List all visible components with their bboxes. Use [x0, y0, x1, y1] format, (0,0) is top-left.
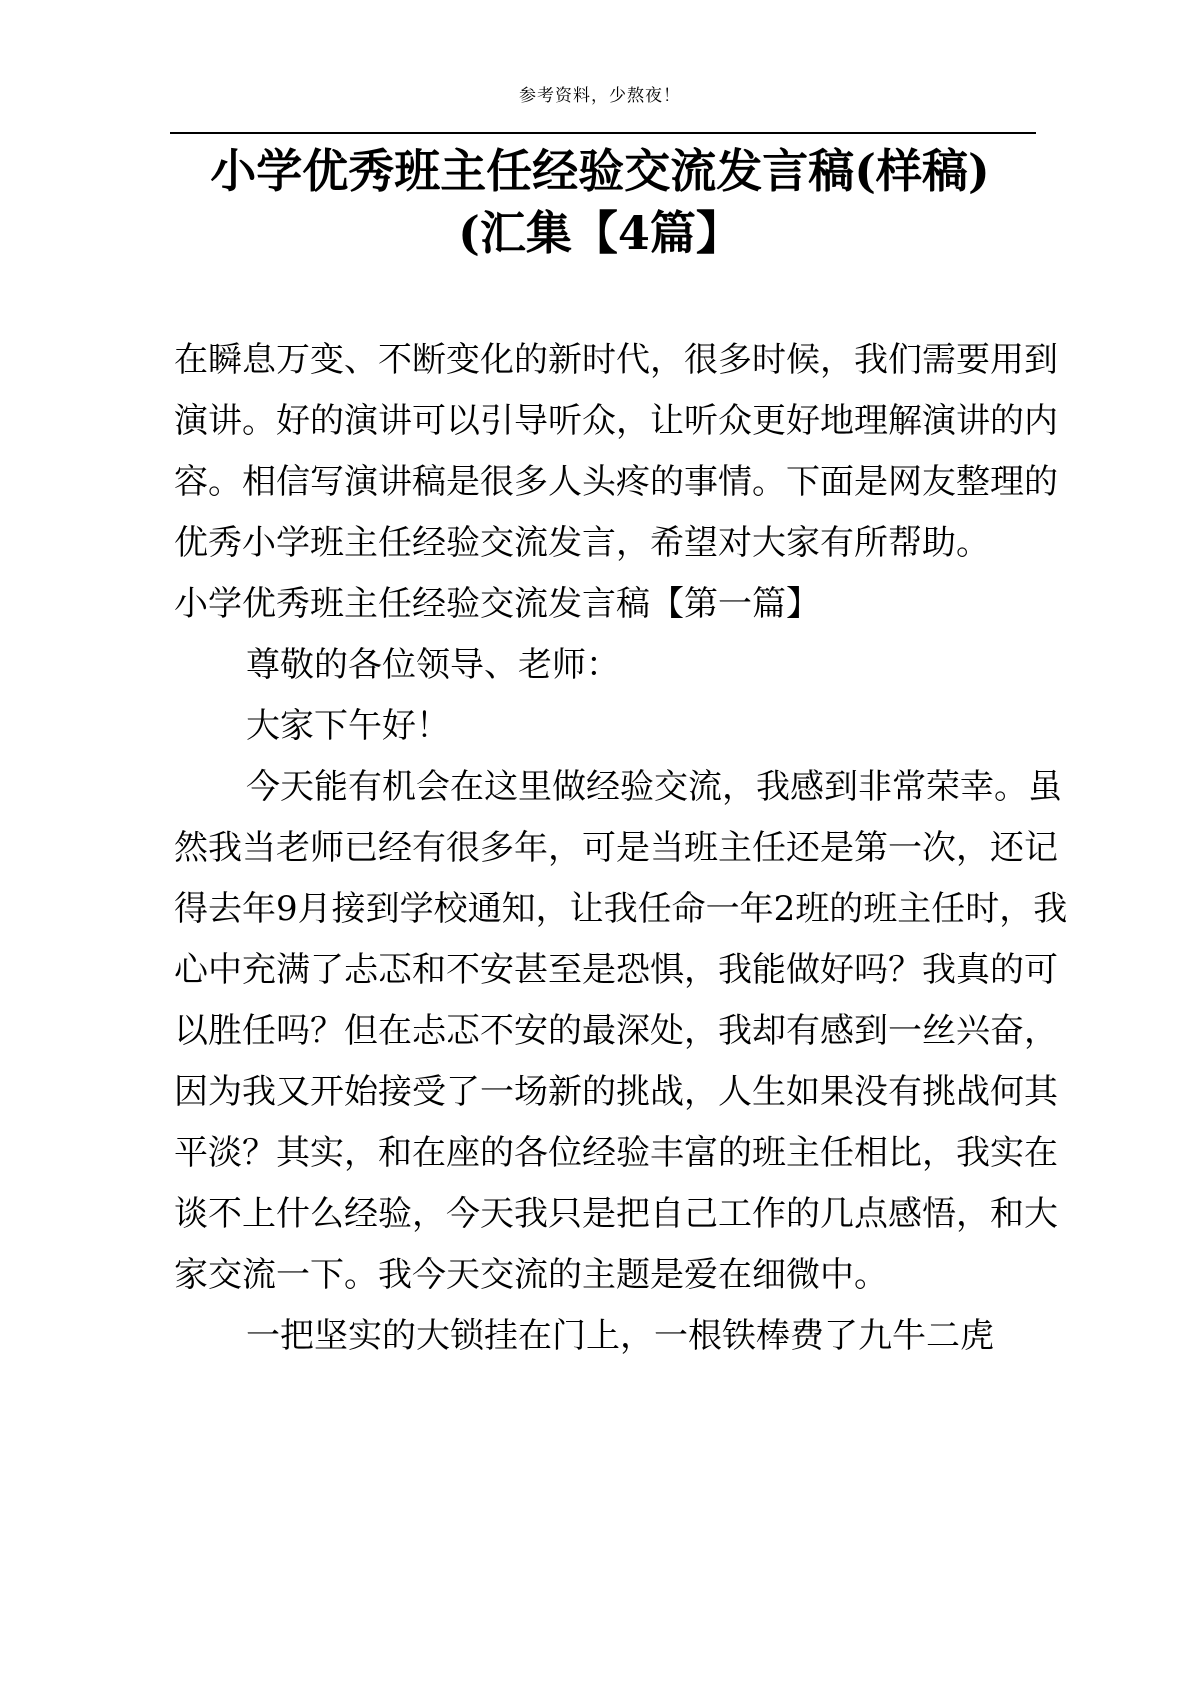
body-paragraph-2: 一把坚实的大锁挂在门上，一根铁棒费了九牛二虎	[246, 1316, 994, 1356]
section-heading: 小学优秀班主任经验交流发言稿【第一篇】	[174, 584, 820, 624]
salutation: 尊敬的各位领导、老师：	[246, 645, 620, 685]
document-body	[174, 330, 1074, 1367]
intro-paragraph: 在瞬息万变、不断变化的新时代，很多时候，我们需要用到演讲。好的演讲可以引导听众，让听众更好地理解演讲的内容。相信写演讲稿是很多人头疼的事情。下面是网友整理的优秀小学班主任经验交流发言，希望对大家有所帮助。	[174, 340, 1058, 563]
header-note: 参考资料，少熬夜！	[519, 86, 681, 106]
document-title: 小学优秀班主任经验交流发言稿(样稿)(汇集【4篇】	[210, 144, 990, 260]
header-divider	[170, 132, 1036, 134]
greeting: 大家下午好！	[246, 706, 450, 746]
body-paragraph-1: 今天能有机会在这里做经验交流，我感到非常荣幸。虽然我当老师已经有很多年，可是当班主任还是第一次，还记得去年9月接到学校通知，让我任命一年2班的班主任时，我心中充满了忐忑和不安甚至是恐惧，我能做好吗？我真的可以胜任吗？但在忐忑不安的最深处，我却有感到一丝兴奋，因为我又开始接受了一场新的挑战，人生如果没有挑战何其平淡？其实，和在座的各位经验丰富的班主任相比，我实在谈不上什么经验，今天我只是把自己工作的几点感悟，和大家交流一下。我今天交流的主题是爱在细微中。	[174, 767, 1068, 1295]
